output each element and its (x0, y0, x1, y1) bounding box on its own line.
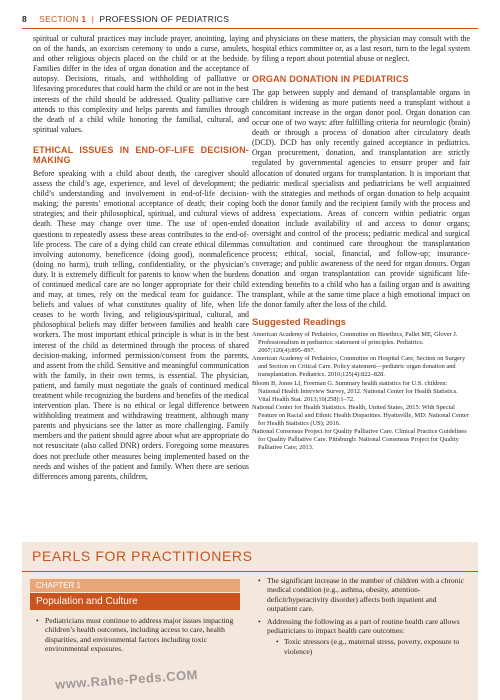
reference-item: National Center for Health Statistics. Health, United States, 2015: With Special Feature on Racial and Ethnic Health Disparities. Hyattsville, MD: National Center for Health Statistics (US); 2016. (252, 403, 469, 427)
pearl-subitem: • Toxic stressors (e.g., maternal stress, poverty, exposure to violence) (276, 637, 468, 656)
chapter-title: Population and Culture (30, 593, 240, 610)
ethical-issues-body: Before speaking with a child about death, the caregiver should assess the child’s age, experience, and level of development; the child’s understanding and involvement in end-of-life decision-making; the parents’ emotional acceptance of death; their coping strategies; and their philosophical, spiritual, and cultural views of death. These may change over time. The use of open-ended questions to repeatedly assess these areas contributes to the end-of-life process. The care of a dying child can create ethical dilemmas involving autonomy, beneficence (doing good), nonmaleficence (doing no harm), truth telling, confidentiality, or the physician’s duty. It is extremely difficult for parents to know when the burdens of continued medical care are no longer appropriate for their child and may, at times, rely on the medical team for guidance. The beliefs and values of what constitutes quality of life, when life ceases to be worth living, and religious/spiritual, cultural, and philosophical beliefs may differ between families and health care workers. The most important ethical principle is what is in the best interest of the child as determined through the process of shared decision-making, informed permission/consent from the parents, and assent from the child. Sensitive and meaningful communication with the family, in their own terms, is essential. The physician, patient, and family must negotiate the goals of continued medical treatment while recognizing the burdens and benefits of the medical intervention plan. There is no ethical or legal difference between withholding treatment and withdrawing treatment, although many parents and physicians see the latter as more challenging. Family members and the patient should agree about what are appropriate do not resuscitate (also called DNR) orders. Foregoing some measures does not preclude other measures being implemented based on the needs and wishes of the patient and family. When there are serious differences among parents, children, (33, 168, 249, 481)
reference-list (252, 331, 470, 452)
header-rule (22, 28, 478, 29)
chapter-label: CHAPTER 1 (30, 579, 240, 592)
watermark: www.Rahe-Peds.COM (54, 667, 199, 692)
pearls-right-list (258, 576, 468, 659)
reference-item: American Academy of Pediatrics, Committee on Hospital Care, Section on Surgery and Section on Critical Care. Policy statement—pediatric organ donation and transplantation. Pediatrics. 2010;125(4):822–828. (252, 355, 466, 379)
pearl-item: • Pediatricians must continue to address major issues impacting children’s health outcomes, including access to care, health disparities, and environmental factors including toxic environmental exposures. (36, 616, 236, 654)
pearl-item-text: Addressing the following as a part of routine health care allows pediatricians to impact health care outcomes: (267, 616, 460, 636)
reference-item: American Academy of Pediatrics, Committee on Bioethics, Pallet ME, Glover J. Professionalism in pediatrics: statement of principles. Pediatrics. 2007;120(4):895–897. (252, 330, 458, 355)
pearls-rule (22, 571, 478, 572)
right-intro-paragraph: and physicians on these matters, the physician may consult with the hospital ethics committee or, as a last resort, turn to the legal system by filing a report about potential abuse or neglect. (252, 34, 470, 64)
reference-item: Bloom B, Jones LI, Freeman G. Summary health statistics for U.S. children: National Health Interview Survey, 2012. National Center for Health Statistics. Vital Health Stat. 2013;10(258):1–72. (252, 379, 458, 403)
suggested-readings-heading: Suggested Readings (252, 316, 346, 328)
ethical-issues-heading: ETHICAL ISSUES IN END-OF-LIFE DECISION-MAKING (33, 144, 249, 166)
pearls-left-list (36, 616, 236, 657)
section-number: 1 (81, 14, 87, 24)
left-column (33, 34, 249, 482)
section-title: PROFESSION OF PEDIATRICS (99, 14, 230, 24)
section-label: SECTION (39, 14, 79, 24)
right-column (252, 34, 470, 452)
pearl-item (258, 617, 468, 657)
page-number: 8 (22, 14, 27, 24)
left-intro-paragraph: spiritual or cultural practices may include prayer, anointing, laying on of the hands, an exorcism ceremony to undo a curse, amulets, and other religious objects placed on the child or at the bedside. Families differ in the idea of organ donation and the acceptance of autopsy. Decisions, rituals, and withholding of palliative or lifesaving procedures that could harm the child or are not in the best interests of the child should be addressed. Quality palliative care attends to this complexity and helps parents and families through the death of a child while honoring the familial, cultural, and spiritual values. (33, 34, 249, 134)
running-header (22, 14, 478, 28)
header-separator: | (91, 14, 94, 24)
organ-donation-body: The gap between supply and demand of transplantable organs in children is widening as more patients need a transplant without a concomitant increase in the organ donor pool. Organ donation can occur one of two ways: after fulfilling criteria for neurologic (brain) death or through a process of donation after circulatory death (DCD). DCD has only recently gained acceptance in pediatrics. Organ procurement, donation, and transplantation are strictly regulated by governmental agencies to ensure proper and fair allocation of donated organs for transplantation. It is important that pediatric medical specialists and pediatricians be well acquainted with the strategies and methods of organ donation to help acquaint both the donor family and the recipient family with the process and address expectations. Areas of concern within pediatric organ donation include availability of and access to donor organs; oversight and control of the process; pediatric medical and surgical consultation and continued care throughout the transplantation process; ethical, social, financial, and follow-up; insurance-coverage; and public awareness of the need for organ donors. Organ donation and organ transplantation can provide significant life-extending benefits to a child who has a failing organ and is awaiting transplant, while at the same time place a high emotional impact on the donor family after the loss of the child. (252, 87, 470, 309)
pearls-title: PEARLS FOR PRACTITIONERS (32, 548, 253, 564)
pearl-item: • The significant increase in the number of children with a chronic medical condition (e.g., asthma, obesity, attention-deficit/hyperactivity disorder) affects both inpatient and outpatient care. (258, 576, 468, 614)
pearl-sublist (267, 637, 468, 656)
organ-donation-heading: ORGAN DONATION IN PEDIATRICS (252, 74, 409, 85)
reference-item: National Consensus Project for Quality Palliative Care. Clinical Practice Guidelines for Quality Palliative Care. Pittsburgh: National Consensus Project for Quality Palliative Care; 2013. (252, 428, 467, 452)
